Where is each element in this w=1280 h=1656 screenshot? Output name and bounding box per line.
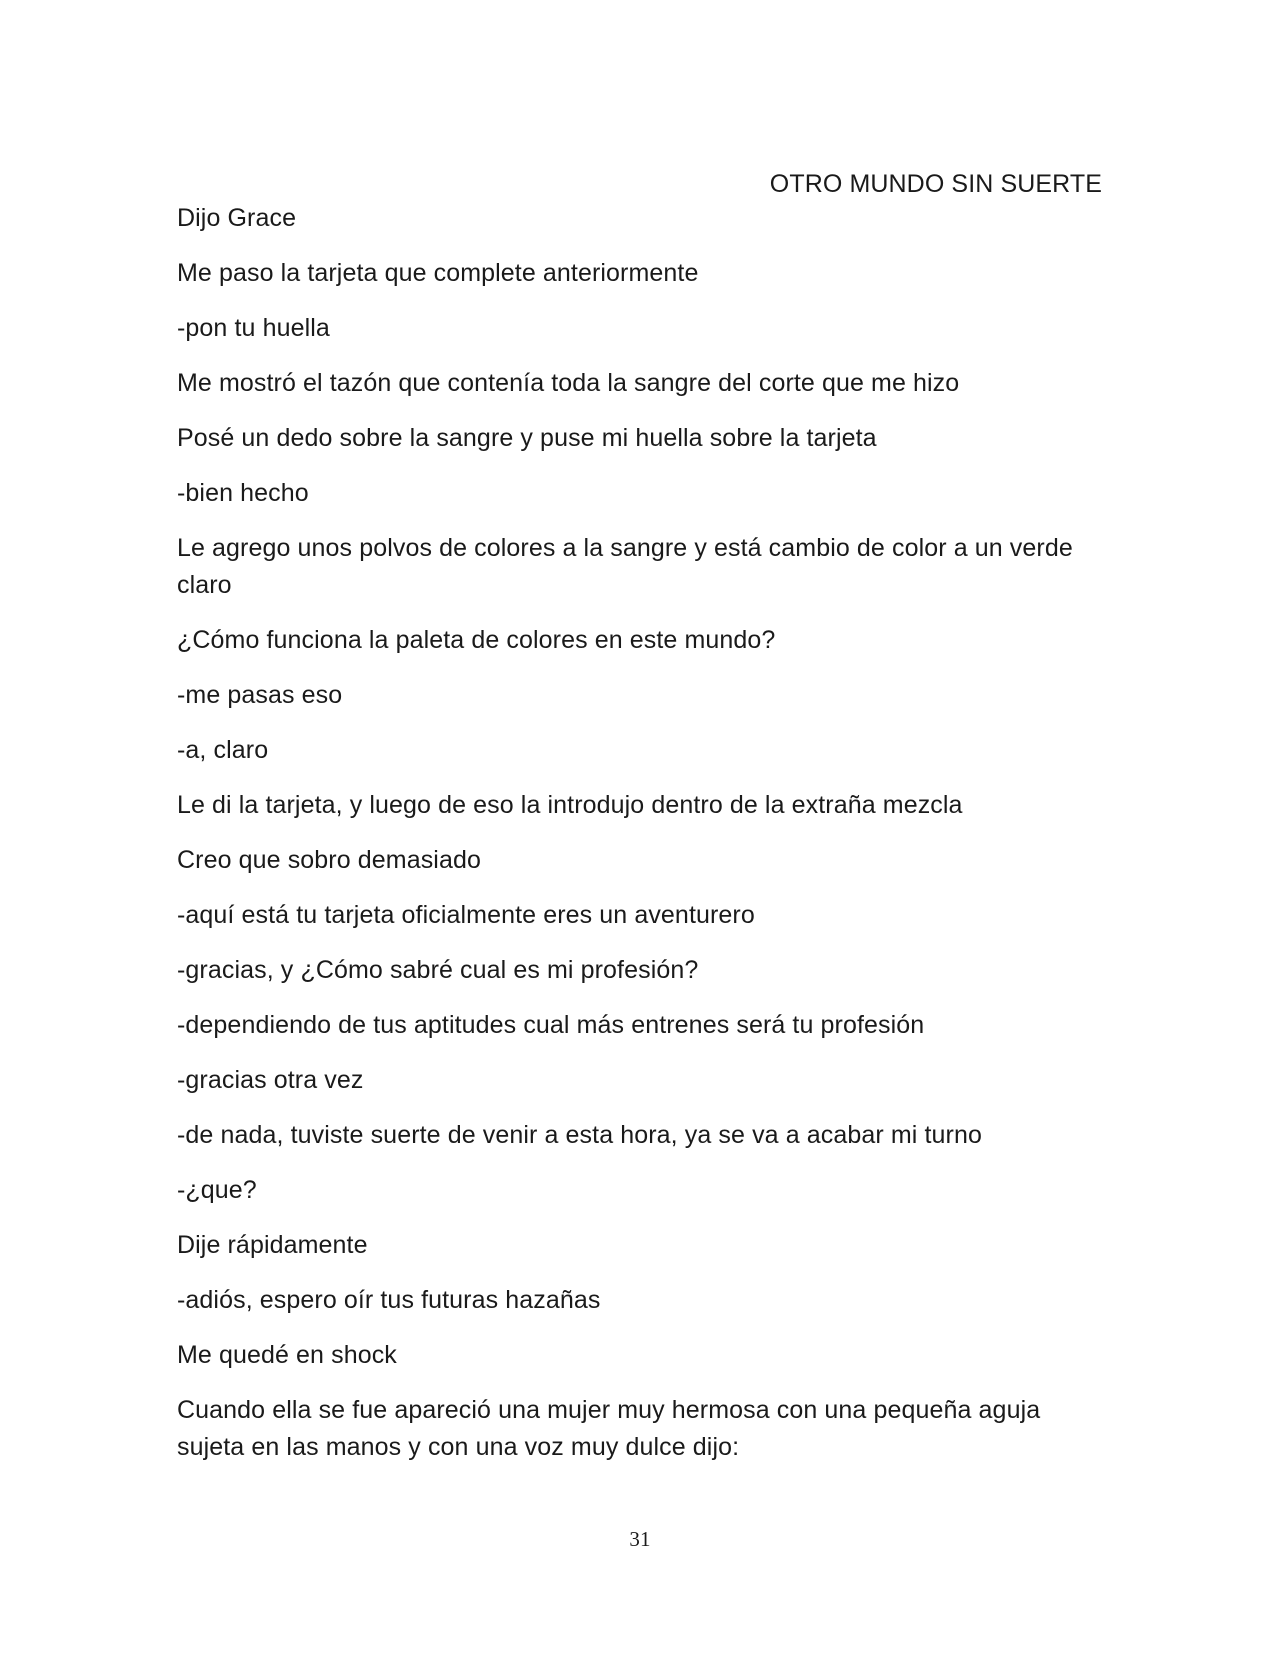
paragraph: ¿Cómo funciona la paleta de colores en este mundo? <box>177 626 776 654</box>
paragraph: -pon tu huella <box>177 314 330 342</box>
paragraph: -dependiendo de tus aptitudes cual más entrenes será tu profesión <box>177 1011 925 1039</box>
paragraph: Creo que sobro demasiado <box>177 846 481 874</box>
paragraph: -gracias, y ¿Cómo sabré cual es mi profesión? <box>177 956 699 984</box>
paragraph: Cuando ella se fue apareció una mujer muy hermosa con una pequeña aguja sujeta en las manos y con una voz muy dulce dijo: <box>177 1396 1041 1461</box>
paragraph: Le di la tarjeta, y luego de eso la introdujo dentro de la extraña mezcla <box>177 791 963 819</box>
paragraph: Dijo Grace <box>177 204 297 232</box>
body-text <box>177 200 1097 1484</box>
paragraph: Me quedé en shock <box>177 1341 397 1369</box>
paragraph: Me paso la tarjeta que complete anteriormente <box>177 259 699 287</box>
paragraph: -me pasas eso <box>177 681 343 709</box>
page-number: 31 <box>629 1527 651 1551</box>
paragraph: -bien hecho <box>177 479 309 507</box>
paragraph: -aquí está tu tarjeta oficialmente eres un aventurero <box>177 901 755 929</box>
paragraph: Posé un dedo sobre la sangre y puse mi huella sobre la tarjeta <box>177 424 877 452</box>
paragraph: -gracias otra vez <box>177 1066 364 1094</box>
paragraph: -¿que? <box>177 1176 257 1204</box>
paragraph: Dije rápidamente <box>177 1231 368 1259</box>
paragraph: Me mostró el tazón que contenía toda la sangre del corte que me hizo <box>177 369 960 397</box>
paragraph: -a, claro <box>177 736 269 764</box>
paragraph: -adiós, espero oír tus futuras hazañas <box>177 1286 601 1314</box>
paragraph: Le agrego unos polvos de colores a la sangre y está cambio de color a un verde claro <box>177 534 1073 599</box>
running-header-title: OTRO MUNDO SIN SUERTE <box>769 170 1102 198</box>
paragraph: -de nada, tuviste suerte de venir a esta hora, ya se va a acabar mi turno <box>177 1121 982 1149</box>
